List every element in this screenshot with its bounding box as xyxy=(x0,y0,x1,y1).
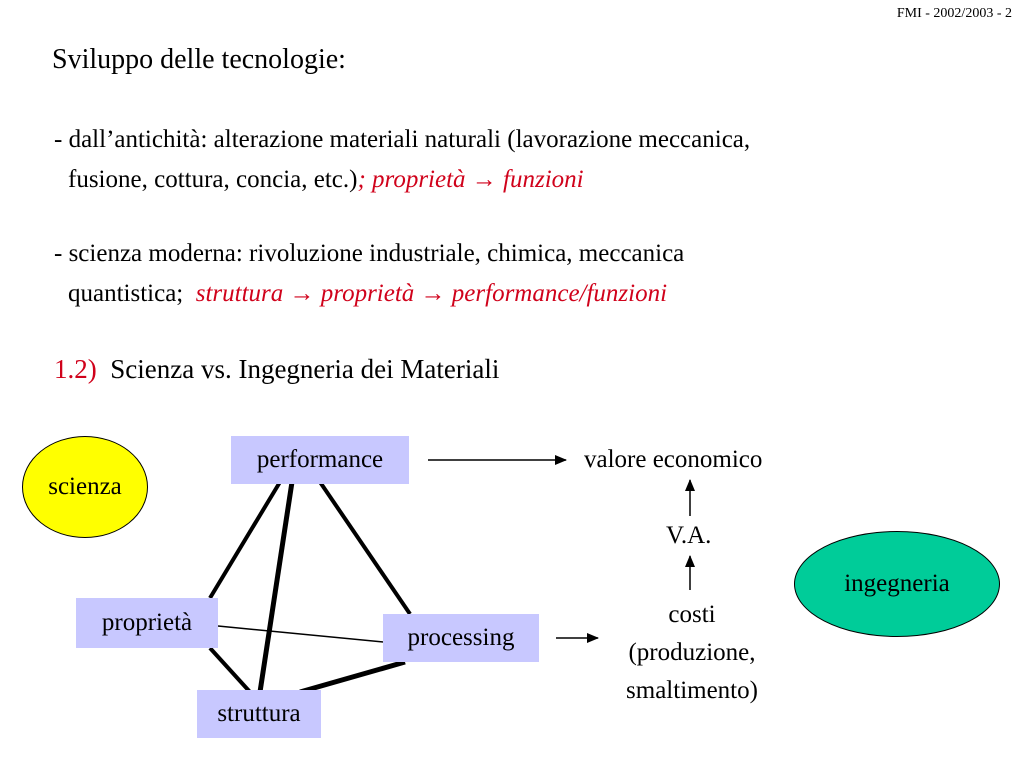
va-label: V.A. xyxy=(666,522,712,549)
para2-line2-plain: quantistica; xyxy=(68,280,184,307)
edge-proprieta-processing xyxy=(218,626,383,642)
valore-economico-label: valore economico xyxy=(584,446,763,473)
costi-label xyxy=(604,596,780,710)
para2-line1: - scienza moderna: rivoluzione industriale, chimica, meccanica xyxy=(54,240,685,267)
processing-box xyxy=(383,614,539,662)
scienza-ellipse xyxy=(22,436,148,538)
slide-header: FMI - 2002/2003 - 2 xyxy=(896,6,1012,21)
para1-line2-red: ; proprietà → funzioni xyxy=(357,166,584,193)
ingegneria-label: ingegneria xyxy=(844,570,950,597)
ingegneria-ellipse xyxy=(794,531,1000,637)
section-number: 1.2) xyxy=(54,354,97,384)
costi-line1: costi xyxy=(668,601,716,628)
edge-performance-struttura xyxy=(260,482,292,692)
edge-performance-processing xyxy=(320,482,410,614)
processing-label: processing xyxy=(407,624,515,651)
proprieta-label: proprietà xyxy=(101,609,193,636)
section-title: Scienza vs. Ingegneria dei Materiali xyxy=(110,354,500,384)
para1-line2-plain: fusione, cottura, concia, etc.) xyxy=(68,166,358,193)
slide-title: Sviluppo delle tecnologie: xyxy=(52,44,346,75)
performance-label: performance xyxy=(256,446,384,473)
edge-proprieta-struttura xyxy=(210,648,250,692)
costi-line2: (produzione, xyxy=(628,639,756,666)
edge-performance-proprieta xyxy=(210,482,280,598)
struttura-label: struttura xyxy=(217,700,301,727)
costi-line3: smaltimento) xyxy=(626,677,758,704)
proprieta-box xyxy=(76,598,218,648)
edge-processing-struttura xyxy=(300,662,405,692)
para1-line1: - dall’antichità: alterazione materiali naturali (lavorazione meccanica, xyxy=(54,126,751,153)
scienza-label: scienza xyxy=(48,473,122,500)
performance-box xyxy=(231,436,409,484)
para2-line2-red: struttura → proprietà → performance/funzioni xyxy=(195,280,668,307)
struttura-box xyxy=(197,690,321,738)
